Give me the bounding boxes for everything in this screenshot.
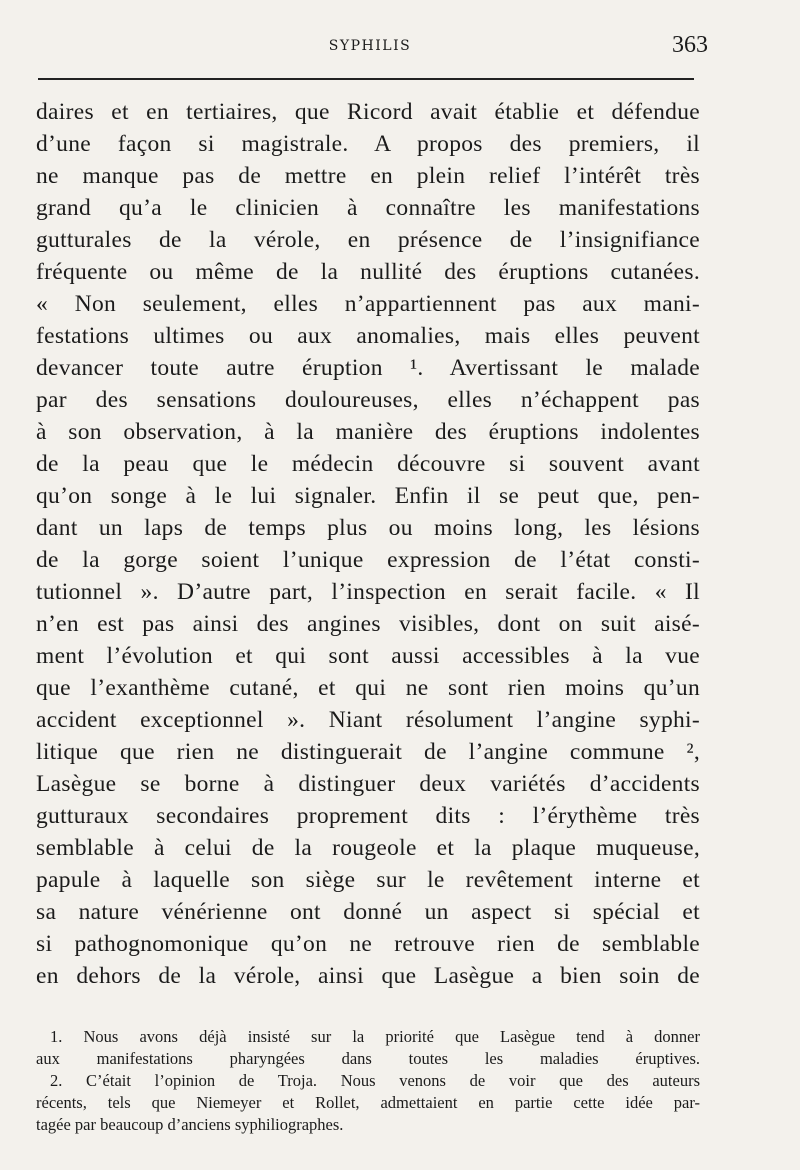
text-line: de la gorge soient l’unique expression de l’état consti- xyxy=(36,547,700,573)
footnote-2-line-3: tagée par beaucoup d’anciens syphiliographes. xyxy=(36,1115,344,1134)
text-line: si pathognomonique qu’on ne retrouve rien de semblable xyxy=(36,931,700,957)
text-line: grand qu’a le clinicien à connaître les manifestations xyxy=(36,195,700,221)
text-line: n’en est pas ainsi des angines visibles, dont on suit aisé- xyxy=(36,611,700,637)
text-line: ne manque pas de mettre en plein relief l’intérêt très xyxy=(36,163,700,189)
header-rule xyxy=(38,78,694,80)
text-line: que l’exanthème cutané, et qui ne sont rien moins qu’un xyxy=(36,675,700,701)
text-line: d’une façon si magistrale. A propos des premiers, il xyxy=(36,131,700,157)
text-line: devancer toute autre éruption ¹. Avertissant le malade xyxy=(36,355,700,381)
running-title: SYPHILIS xyxy=(328,38,412,54)
footnote-2-line-2: récents, tels que Niemeyer et Rollet, admettaient en partie cette idée par- xyxy=(36,1093,700,1112)
page-number: 363 xyxy=(672,32,708,58)
footnote-2-line-1: 2. C’était l’opinion de Troja. Nous venons de voir que des auteurs xyxy=(50,1071,700,1090)
text-line: papule à laquelle son siège sur le revêtement interne et xyxy=(36,867,700,893)
text-line: « Non seulement, elles n’appartiennent pas aux mani- xyxy=(36,291,700,317)
text-line: dant un laps de temps plus ou moins long, les lésions xyxy=(36,515,700,541)
body-text xyxy=(36,96,700,992)
footnotes xyxy=(36,1026,700,1136)
text-line: sa nature vénérienne ont donné un aspect si spécial et xyxy=(36,899,700,925)
text-line: fréquente ou même de la nullité des éruptions cutanées. xyxy=(36,259,700,285)
footnote-1-line-2: aux manifestations pharyngées dans toutes les maladies éruptives. xyxy=(36,1049,700,1068)
text-line: daires et en tertiaires, que Ricord avait établie et défendue xyxy=(36,99,700,125)
text-line: festations ultimes ou aux anomalies, mais elles peuvent xyxy=(36,323,700,349)
text-line: à son observation, à la manière des éruptions indolentes xyxy=(36,419,700,445)
text-line: par des sensations douloureuses, elles n’échappent pas xyxy=(36,387,700,413)
text-line: qu’on songe à le lui signaler. Enfin il se peut que, pen- xyxy=(36,483,700,509)
footnote-1-line-1: 1. Nous avons déjà insisté sur la priorité que Lasègue tend à donner xyxy=(50,1027,700,1046)
text-line: semblable à celui de la rougeole et la plaque muqueuse, xyxy=(36,835,700,861)
text-line: de la peau que le médecin découvre si souvent avant xyxy=(36,451,700,477)
text-line: accident exceptionnel ». Niant résolument l’angine syphi- xyxy=(36,707,700,733)
text-line: gutturales de la vérole, en présence de l’insignifiance xyxy=(36,227,700,253)
text-line: tutionnel ». D’autre part, l’inspection en serait facile. « Il xyxy=(36,579,700,605)
text-line: litique que rien ne distinguerait de l’angine commune ², xyxy=(36,739,700,765)
page-header xyxy=(36,30,708,66)
text-line: en dehors de la vérole, ainsi que Lasègue a bien soin de xyxy=(36,963,700,989)
text-line: gutturaux secondaires proprement dits : l’érythème très xyxy=(36,803,700,829)
text-line: ment l’évolution et qui sont aussi accessibles à la vue xyxy=(36,643,700,669)
text-line: Lasègue se borne à distinguer deux variétés d’accidents xyxy=(36,771,700,797)
